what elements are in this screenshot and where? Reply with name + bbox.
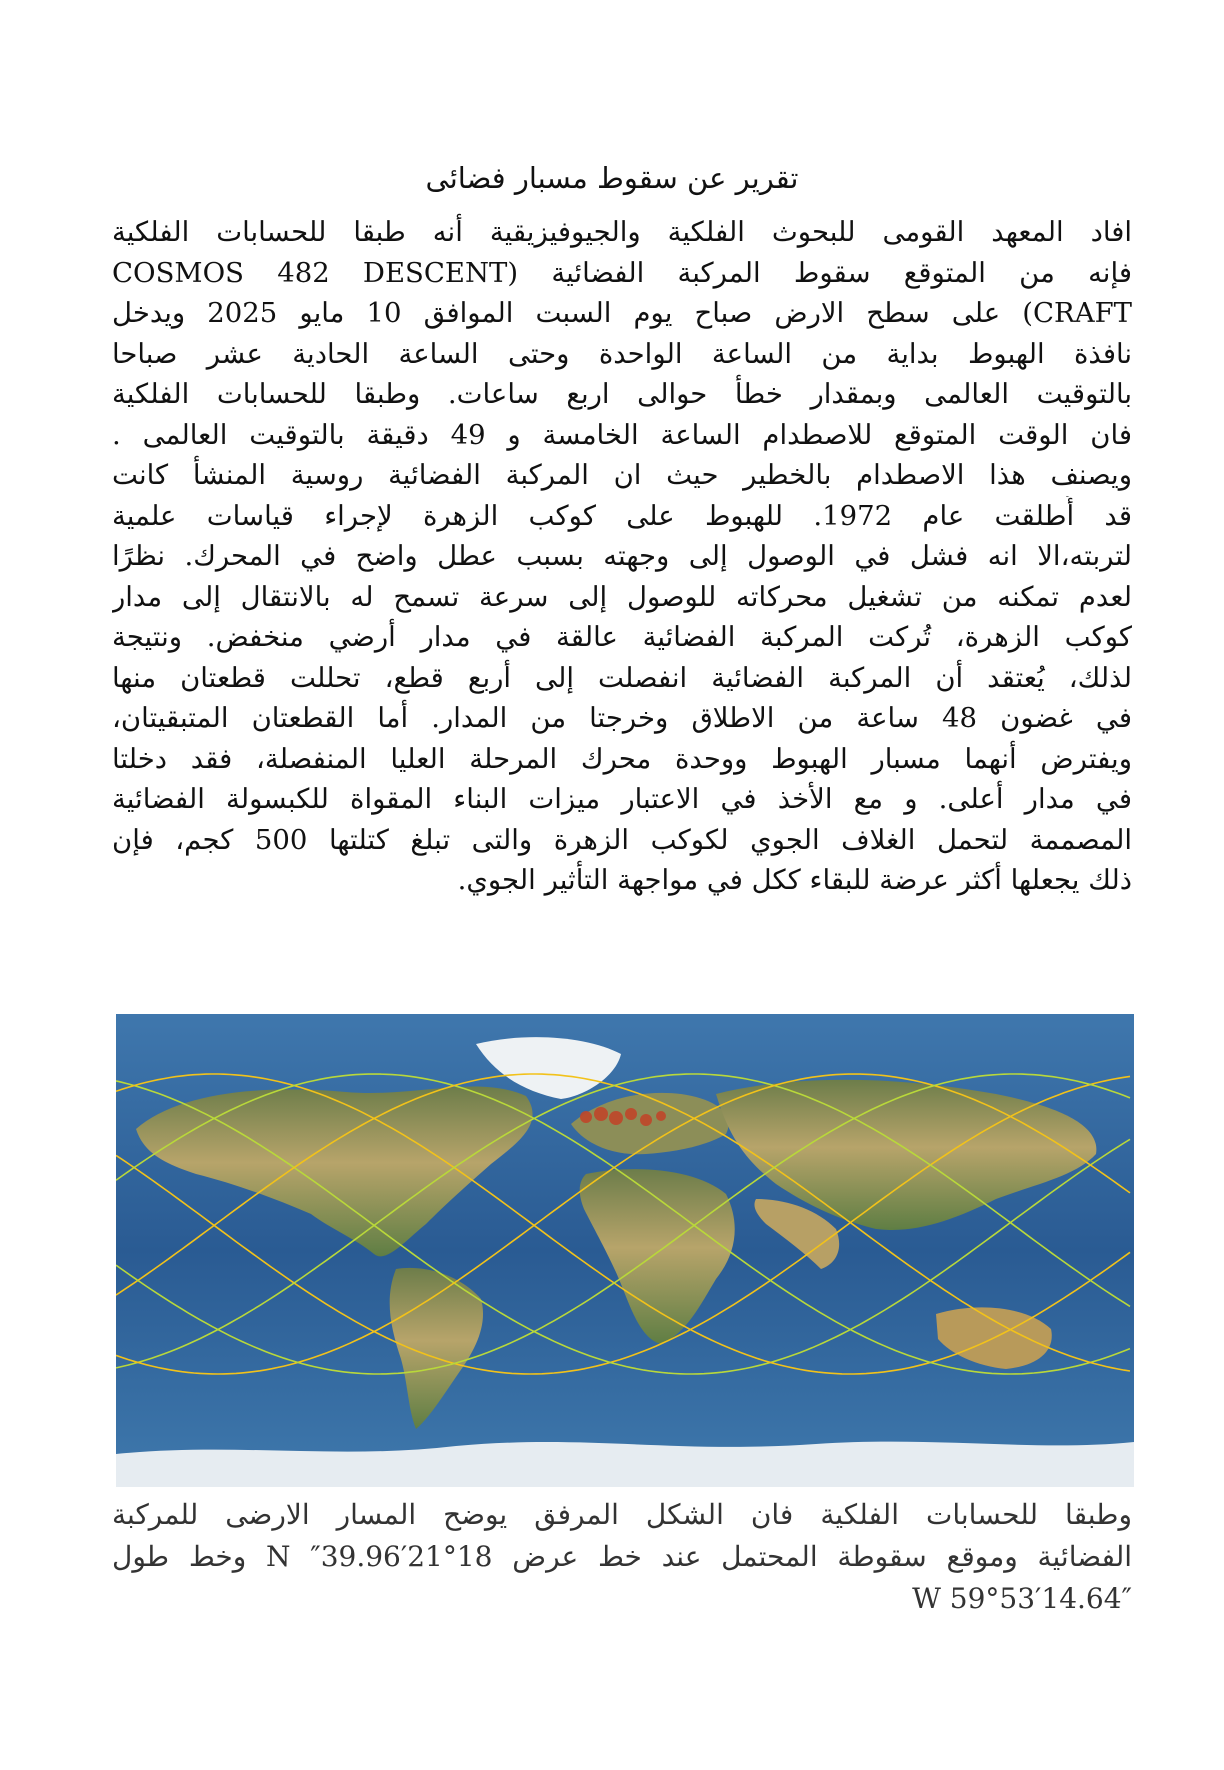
body-line: فإنه من المتوقع سقوط المركبة الفضائية (COSMOS 482 DESCENT (112, 256, 1132, 289)
caption-line: 59°53′14.64″ W (912, 1582, 1132, 1615)
body-line: لتربته،الا انه فشل في الوصول إلى وجهته بسبب عطل واضح في المحرك. نظرًا (112, 540, 1132, 572)
body-paragraph (112, 212, 1132, 901)
figure-caption (112, 1494, 1132, 1620)
body-line: نافذة الهبوط بداية من الساعة الواحدة وحتى الساعة الحادية عشر صباحا (112, 337, 1132, 370)
body-line: كوكب الزهرة، تُركت المركبة الفضائية عالقة في مدار أرضي منخفض. ونتيجة (112, 621, 1132, 653)
body-line: في غضون 48 ساعة من الاطلاق وخرجتا من المدار. أما القطعتان المتبقيتان، (112, 702, 1132, 734)
caption-line: الفضائية وموقع سقوطة المحتمل عند خط عرض 18°21′39.96″ N وخط طول (112, 1540, 1132, 1573)
body-line: فان الوقت المتوقع للاصطدام الساعة الخامسة و 49 دقيقة بالتوقيت العالمى . (112, 418, 1132, 451)
body-line: في مدار أعلى. و مع الأخذ في الاعتبار ميزات البناء المقواة للكبسولة الفضائية (112, 783, 1132, 815)
body-line: قد أُطلقت عام 1972. للهبوط على كوكب الزهرة لإجراء قياسات علمية (112, 499, 1132, 532)
body-line: لعدم تمكنه من تشغيل محركاته للوصول إلى سرعة تسمح له بالانتقال إلى مدار (112, 580, 1132, 613)
body-line: المصممة لتحمل الغلاف الجوي لكوكب الزهرة والتى تبلغ كتلتها 500 كجم، فإن (112, 823, 1132, 856)
world-map-image (116, 1014, 1134, 1487)
body-line: CRAFT) على سطح الارض صباح يوم السبت الموافق 10 مايو 2025 ويدخل (112, 297, 1132, 329)
body-line: ويفترض أنهما مسبار الهبوط ووحدة محرك المرحلة العليا المنفصلة، فقد دخلتا (112, 742, 1132, 775)
body-line: بالتوقيت العالمى وبمقدار خطأ حوالى اربع ساعات. وطبقا للحسابات الفلكية (112, 378, 1132, 410)
body-line: ذلك يجعلها أكثر عرضة للبقاء ككل في مواجهة التأثير الجوي. (457, 864, 1132, 896)
ground-track-map (116, 1014, 1134, 1487)
body-line: لذلك، يُعتقد أن المركبة الفضائية انفصلت إلى أربع قطع، تحللت قطعتان منها (112, 661, 1132, 694)
body-line: ويصنف هذا الاصطدام بالخطير حيث ان المركبة الفضائية روسية المنشأ كانت (112, 459, 1132, 491)
page-title: تقرير عن سقوط مسبار فضائى (425, 161, 799, 195)
caption-line: وطبقا للحسابات الفلكية فان الشكل المرفق يوضح المسار الارضى للمركبة (112, 1498, 1132, 1531)
body-line: افاد المعهد القومى للبحوث الفلكية والجيوفيزيقية أنه طبقا للحسابات الفلكية (112, 216, 1132, 248)
